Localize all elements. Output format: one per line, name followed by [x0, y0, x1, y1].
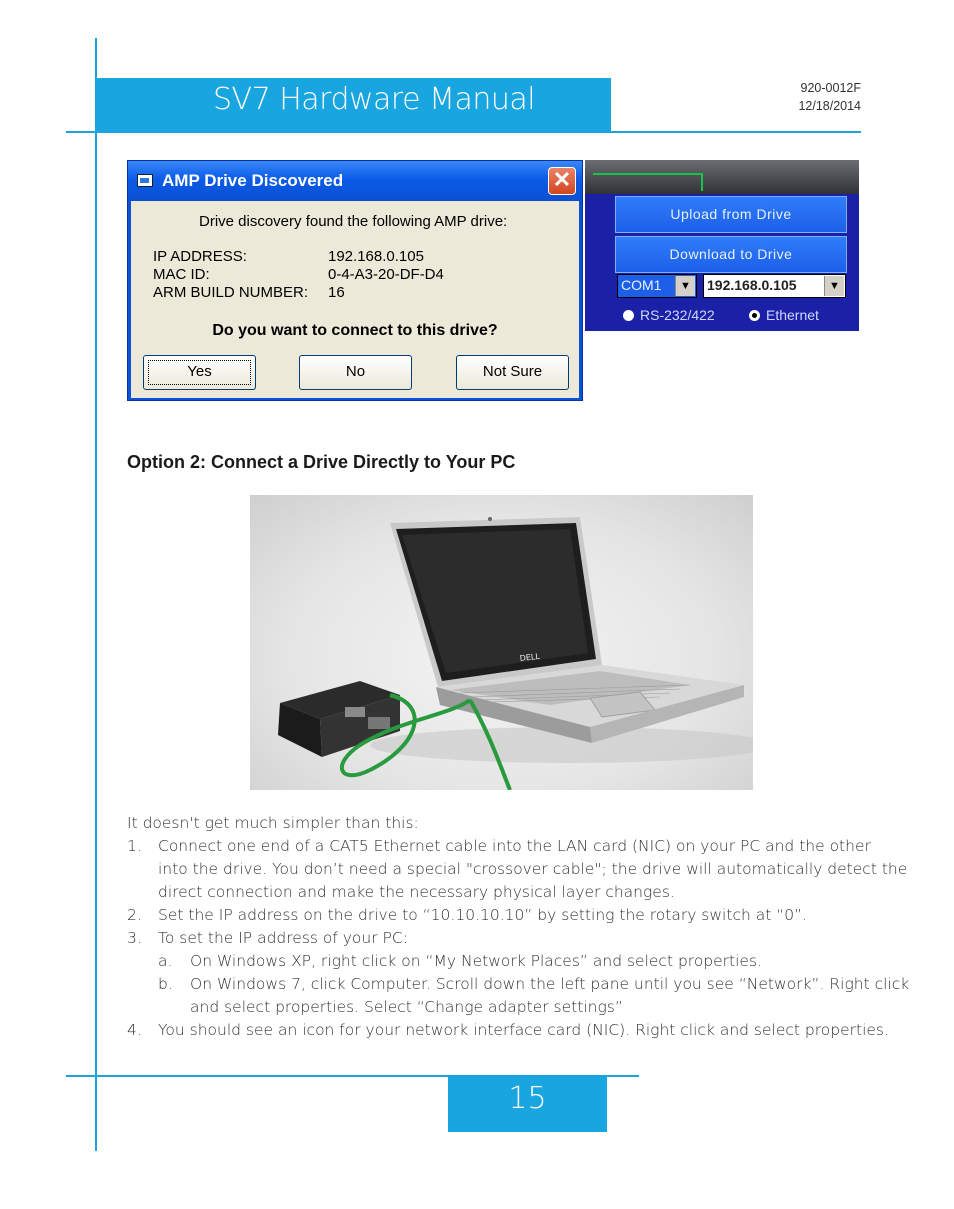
- dialog-titlebar: [128, 161, 582, 201]
- doc-date: 12/18/2014: [798, 99, 861, 113]
- item-a-line-1: On Windows XP, right click on “My Network Places” and select properties.: [190, 952, 762, 970]
- connection-line: [593, 173, 703, 175]
- dialog-message: Drive discovery found the following AMP drive:: [199, 213, 508, 230]
- window-icon: [137, 174, 153, 187]
- item-number: 2.: [127, 906, 142, 924]
- item-number: 4.: [127, 1021, 142, 1039]
- download-to-drive-button[interactable]: Download to Drive: [615, 236, 847, 273]
- item-letter: b.: [158, 975, 173, 993]
- section-heading: Option 2: Connect a Drive Directly to Your PC: [127, 452, 516, 472]
- com-port-value: COM1: [621, 277, 662, 293]
- com-port-select[interactable]: [617, 274, 697, 298]
- page-margin-line-vertical: [95, 38, 97, 1151]
- laptop-drive-illustration: [250, 495, 753, 790]
- field-label-ip: IP ADDRESS:: [153, 248, 247, 265]
- upload-from-drive-button[interactable]: Upload from Drive: [615, 196, 847, 233]
- radio-ethernet[interactable]: [749, 307, 819, 323]
- not-sure-button[interactable]: Not Sure: [456, 355, 569, 390]
- page-number: 15: [508, 1081, 547, 1116]
- laptop-drive-photo: [250, 495, 753, 790]
- page-number-box: [448, 1077, 607, 1132]
- field-label-arm: ARM BUILD NUMBER:: [153, 284, 309, 301]
- dialog-title: AMP Drive Discovered: [162, 171, 344, 190]
- dialog-question: Do you want to connect to this drive?: [212, 322, 498, 339]
- item-b-line-2: and select properties. Select “Change adapter settings”: [190, 998, 623, 1016]
- item-number: 3.: [127, 929, 142, 947]
- chevron-down-icon[interactable]: ▼: [824, 276, 844, 296]
- field-value-ip: 192.168.0.105: [328, 248, 424, 265]
- radio-ethernet-label: Ethernet: [766, 307, 819, 323]
- item-letter: a.: [158, 952, 173, 970]
- item-b-line-1: On Windows 7, click Computer. Scroll down the left pane until you see “Network”. Right click: [190, 975, 910, 993]
- connection-line-vertical: [701, 173, 703, 191]
- amp-drive-discovered-dialog: [127, 160, 583, 401]
- ip-address-select[interactable]: [703, 274, 846, 298]
- radio-rs232-label: RS-232/422: [640, 307, 715, 323]
- chevron-down-icon[interactable]: ▼: [675, 276, 695, 296]
- item-1-line-1: Connect one end of a CAT5 Ethernet cable into the LAN card (NIC) on your PC and the other: [158, 837, 871, 855]
- field-value-arm: 16: [328, 284, 345, 301]
- field-label-mac: MAC ID:: [153, 266, 210, 283]
- item-1-line-2: into the drive. You don’t need a special "crossover cable"; the drive will automatically detect the: [158, 860, 908, 878]
- radio-selected-icon[interactable]: [749, 310, 760, 321]
- item-3-line-1: To set the IP address of your PC:: [158, 929, 408, 947]
- doc-info: [798, 79, 861, 115]
- yes-button[interactable]: Yes: [143, 355, 256, 390]
- item-number: 1.: [127, 837, 142, 855]
- close-icon[interactable]: ✕: [548, 167, 576, 195]
- ip-address-value: 192.168.0.105: [707, 277, 797, 293]
- title-banner: [97, 78, 611, 132]
- field-value-mac: 0-4-A3-20-DF-D4: [328, 266, 444, 283]
- panel-header-strip: [585, 160, 859, 194]
- item-1-line-3: direct connection and make the necessary physical layer changes.: [158, 883, 675, 901]
- dialog-body: [131, 201, 579, 398]
- item-2-line-1: Set the IP address on the drive to “10.10.10.10” by setting the rotary switch at “0”.: [158, 906, 808, 924]
- radio-button-icon[interactable]: [623, 310, 634, 321]
- page-title: SV7 Hardware Manual: [213, 82, 536, 117]
- intro-text: It doesn't get much simpler than this:: [127, 814, 419, 832]
- radio-rs232[interactable]: [623, 307, 715, 323]
- item-4-line-1: You should see an icon for your network interface card (NIC). Right click and select properties.: [158, 1021, 889, 1039]
- doc-number: 920-0012F: [800, 81, 861, 95]
- drive-connection-panel: [585, 160, 859, 331]
- no-button[interactable]: No: [299, 355, 412, 390]
- laptop-logo: DELL: [519, 651, 541, 663]
